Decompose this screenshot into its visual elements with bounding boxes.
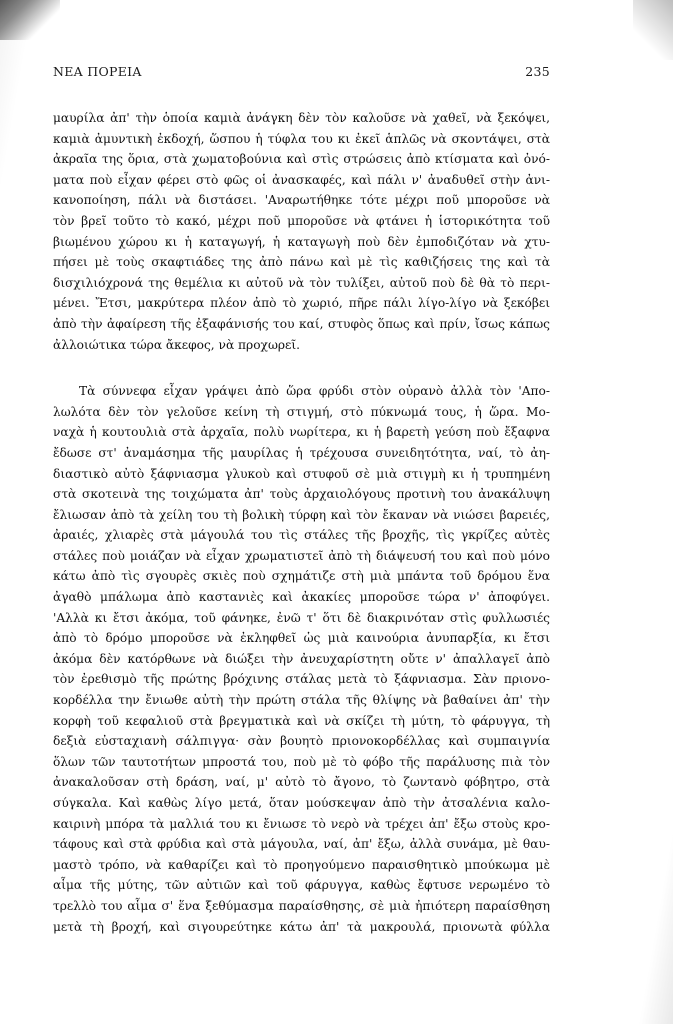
text-line: κάτω ἀπὸ τὶς σγουρὲς σκιὲς ποὺ σχημάτιζε στὴ μιὰ μπάντα τοῦ δρόμου ἕνα — [53, 569, 550, 584]
paragraph — [53, 381, 550, 937]
text-line: αἷμα τῆς μύτης, τῶν αὐτιῶν καὶ τοῦ φάρυγγα, καθὼς ἔφτυσε νερωμένο τὸ — [53, 878, 550, 893]
text-line: ἀπὸ τὸ δρόμο μποροῦσε νὰ ἐκληφθεῖ ὡς μιὰ καινούρια ἀνυπαρξία, κι ἔτσι — [53, 631, 550, 646]
text-line: κανοποίηση, πάλι νὰ διστάσει. 'Αναρωτήθηκε τότε μέχρι ποῦ μποροῦσε νὰ — [53, 193, 550, 208]
text-line: ἀλλοιώτικα τώρα ἄκεφος, νὰ προχωρεῖ. — [53, 337, 301, 352]
running-title: ΝΕΑ ΠΟΡΕΙΑ — [53, 64, 142, 79]
text-line: τάφους καὶ στὰ φρύδια καὶ στὰ μάγουλα, ναί, ἀπ' ἔξω, ἀλλὰ συνάμα, μὲ θαυ- — [53, 837, 550, 852]
text-line: τρελλὸ του αἷμα σ' ἕνα ξεθύμασμα παραίσθησης, σὲ μιὰ ἠπιότερη παραίσθηση — [53, 898, 550, 913]
text-line: ἀραιές, χλιαρὲς στὰ μάγουλά του τὶς στάλες τῆς βροχῆς, τὶς γκρίζες αὐτὲς — [53, 528, 550, 543]
text-line: καιρινὴ μπόρα τὰ μαλλιά του κι ἔνιωσε τὸ νερὸ νὰ τρέχει ἀπ' ἔξω στοὺς κρο- — [53, 816, 550, 831]
text-line: δισχιλιόχρονά της θεμέλια κι αὐτοῦ νὰ τὸν τυλίξει, αὐτοῦ ποὺ δὲ θὰ τὸ περι- — [53, 275, 550, 290]
text-line: Τὰ σύννεφα εἶχαν γράψει ἀπὸ ὥρα φρύδι στὸν οὐρανὸ ἀλλὰ τὸν 'Απο- — [79, 384, 550, 399]
scan-corner-shadow — [0, 0, 60, 40]
running-header — [53, 64, 550, 84]
text-line: τὸν βρεῖ τοῦτο τὸ κακό, μέχρι ποῦ μποροῦσε νὰ φτάνει ἡ ἱστορικότητα τοῦ — [53, 213, 550, 228]
text-line: 'Αλλὰ κι ἔτσι ἀκόμα, τοῦ φάνηκε, ἐνῶ τ' ὅτι δὲ διακρινόταν στὶς φυλλωσιές — [53, 610, 550, 625]
text-line: μαστὸ τρόπο, νὰ καθαρίζει καὶ τὸ προηγούμενο παραισθητικὸ μπούκωμα μὲ — [53, 857, 550, 872]
text-line: κορφὴ τοῦ κεφαλιοῦ στὰ βρεγματικὰ καὶ νὰ σκίζει τὴ μύτη, τὸ φάρυγγα, τὴ — [53, 713, 550, 728]
text-line: ἀκόμα δὲν κατόρθωνε νὰ διώξει τὴν ἀνευχαρίστητη οὔτε ν' ἀπαλλαγεῖ ἀπὸ — [53, 651, 550, 666]
paragraph — [53, 108, 550, 355]
text-line: σύγκαλα. Καὶ καθὼς λίγο μετά, ὅταν μούσκεψαν ἀπὸ τὴν ἀτσαλένια καλο- — [53, 796, 550, 810]
text-line: μένει. Ἔτσι, μακρύτερα πλέον ἀπὸ τὸ χωριό, πῆρε πάλι λίγο-λίγο νὰ ξεκόβει — [53, 296, 550, 311]
text-line: πήσει μὲ τοὺς σκαφτιάδες της ἀπὸ πάνω καὶ μὲ τὶς καθιζήσεις της καὶ τὰ — [53, 255, 550, 270]
text-line: διαστικὸ αὐτὸ ξάφνιασμα γλυκοὺ καὶ στυφοῦ σὲ μιὰ στιγμὴ κι ἡ τρυπημένη — [53, 466, 550, 481]
text-line: ἀγαθὸ μπάλωμα ἀπὸ καστανιὲς καὶ ἀκακίες μποροῦσε τώρα ν' ἀποφύγει. — [53, 590, 550, 605]
text-line: ἀκραῖα της ὅρια, στὰ χωματοβούνια καὶ στὶς στρώσεις ἀπὸ κτίσματα καὶ ὀνό- — [53, 152, 550, 167]
text-line: ἔλιωσαν ἀπὸ τὰ χείλη του τὴ βολικὴ τύρφη καὶ τὸν ἔκαναν νὰ νιώσει βαρειές, — [53, 507, 550, 522]
text-line: μετὰ τὴ βροχή, καὶ σιγουρεύτηκε κάτω ἀπ' τὰ μακρουλά, πριονωτὰ φύλλα — [53, 919, 550, 934]
text-line: κορδέλλα την ἔνιωθε αὐτὴ τὴν πρώτη στάλα τῆς θλίψης νὰ βαθαίνει ἀπ' τὴν — [53, 693, 550, 708]
text-line: ὅλων τῶν ταυτοτήτων μπροστά του, ποὺ μὲ τὸ φόβο τῆς παράλυσης πιὰ τὸν — [53, 754, 550, 769]
text-line: δεξιὰ εὐσταχιανὴ σάλπιγγα· σὰν βουητὸ πριονοκορδέλλας καὶ συμπαιγνία — [53, 734, 550, 749]
text-line: στὰ σκοτεινὰ της τοιχώματα ἀπ' τοὺς ἀρχαιολόγους προτινὴ του ἀνακάλυψη — [53, 487, 550, 502]
text-line: στάλες ποὺ μοιάζαν νὰ εἶχαν χρωματιστεῖ ἀπὸ τὴ διάψευσή του καὶ ποὺ μόνο — [53, 548, 550, 563]
text-line: ἀνακαλοῦσαν στὴ δράση, ναί, μ' αὐτὸ τὸ ἄγονο, τὸ ζωντανὸ φόβητρο, στὰ — [53, 775, 550, 790]
body-text — [53, 108, 550, 937]
text-line: ναχὰ ἡ κουτουλιὰ στὰ ἀρχαῖα, πολὺ νωρίτερα, κι ἡ βαρετὴ γεύση ποὺ ἔξαφνα — [53, 425, 550, 440]
text-line: ματα ποὺ εἶχαν φέρει στὸ φῶς οἱ ἀνασκαφές, καὶ πάλι ν' ἀναδυθεῖ στὴν ἀνι- — [53, 172, 550, 187]
paragraph-gap — [53, 355, 550, 381]
scan-corner-shadow-right — [633, 0, 673, 60]
text-line: βιωμένου χώρου κι ἡ καταγωγή, ἡ καταγωγὴ ποὺ δὲν ἐμποδιζόταν νὰ χτυ- — [53, 234, 550, 249]
text-line: λωλότα δὲν τὸν γελοῦσε κείνη τὴ στιγμή, στὸ πύκνωμά τους, ἡ ὥρα. Μο- — [53, 404, 550, 419]
text-line: ἀπὸ τὴν ἀφαίρεση τῆς ἐξαφάνισής του καί, στυφὸς ὅπως καὶ πρίν, ἴσως κάπως — [53, 316, 550, 331]
text-line: τὸν ἐρεθισμὸ τῆς πρώτης βρόχινης στάλας μετὰ τὸ ξάφνιασμα. Σὰν πριονο- — [53, 672, 550, 687]
text-line: μαυρίλα ἀπ' τὴν ὁποία καμιὰ ἀνάγκη δὲν τὸν καλοῦσε νὰ χαθεῖ, νὰ ξεκόψει, — [53, 111, 550, 125]
text-line: ἔδωσε στ' ἀναμάσημα τῆς μαυρίλας ἡ τρέχουσα συνειδητότητα, ναί, τὸ ἀη- — [53, 445, 550, 460]
text-line: καμιὰ ἀμυντικὴ ἐκδοχή, ὥσπου ἡ τύφλα του κι ἐκεῖ ἁπλῶς νὰ σκοντάψει, στὰ — [53, 131, 550, 146]
page-number: 235 — [525, 64, 550, 79]
